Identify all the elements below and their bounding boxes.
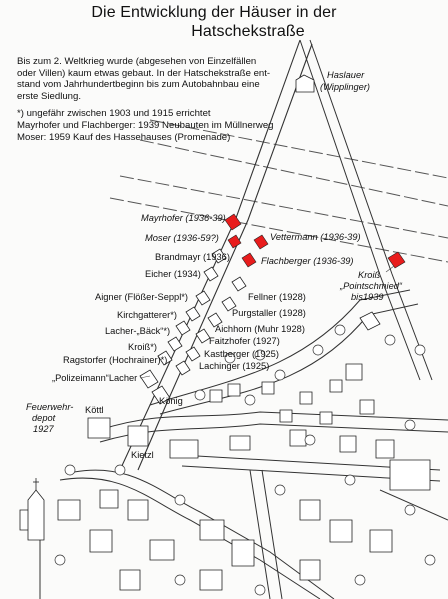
fellner-house-icon xyxy=(232,277,246,291)
label-kroiss: Kroiß*) xyxy=(128,342,157,352)
note-line: Moser: 1959 Kauf des Hassehauses (Promenade) xyxy=(17,131,231,143)
label-feuerwehr-depot: depot xyxy=(32,413,56,423)
tree-icon xyxy=(245,395,255,405)
intro-line: erste Siedlung. xyxy=(17,90,81,102)
intro-line: stand vom Jahrhundertbeginn bis zum Autobahnbau eine xyxy=(17,79,260,91)
label-polizeimann: „Polizeimann“Lacher xyxy=(52,373,138,383)
intro-paragraph xyxy=(17,56,317,102)
polizeimann-house-icon xyxy=(140,370,158,388)
tree-icon xyxy=(345,475,355,485)
label-haslauer: Haslauer xyxy=(327,70,365,80)
tree-icon xyxy=(175,495,185,505)
label-mayrhofer: Mayrhofer (1936-39) xyxy=(141,213,226,223)
intro-notes xyxy=(17,108,317,143)
church-icon xyxy=(28,478,44,540)
label-wipplinger: (Wipplinger) xyxy=(320,82,371,92)
moser-house-icon xyxy=(228,235,241,248)
tree-icon xyxy=(55,555,65,565)
aigner-house-icon xyxy=(196,291,210,305)
vettermann-house-icon xyxy=(254,235,268,249)
label-lacher-baeck: Lacher-„Bäck“*) xyxy=(105,326,171,336)
page-subtitle: Hatschekstraße xyxy=(191,23,305,40)
label-eicher: Eicher (1934) xyxy=(145,269,201,279)
label-koenig: König xyxy=(159,396,183,406)
kroiss-house-icon xyxy=(388,252,405,268)
label-faitzhofer: Faitzhofer (1927) xyxy=(209,336,280,346)
label-vettermann: Vettermann (1936-39) xyxy=(270,232,361,242)
tree-icon xyxy=(275,485,285,495)
tree-icon xyxy=(255,585,265,595)
tree-icon xyxy=(305,435,315,445)
tree-icon xyxy=(335,325,345,335)
tree-icon xyxy=(405,505,415,515)
label-kirchgatterer: Kirchgatterer*) xyxy=(117,310,177,320)
label-bis1939: bis1939 xyxy=(351,292,384,302)
eicher-house-icon xyxy=(204,267,218,281)
page-title: Die Entwicklung der Häuser in der xyxy=(91,4,337,21)
label-moser: Moser (1936-59?) xyxy=(145,233,219,243)
tree-icon xyxy=(115,465,125,475)
label-lachinger: Lachinger (1925) xyxy=(199,361,270,371)
tree-icon xyxy=(355,575,365,585)
intro-text xyxy=(17,56,317,149)
label-kietzl: Kietzl xyxy=(131,450,154,460)
intro-line: oder Villen) kaum etwas gebaut. In der Hatschekstraße ent- xyxy=(17,67,271,79)
intro-line: Bis zum 2. Weltkrieg wurde (abgesehen von Einzelfällen xyxy=(17,56,257,67)
kirchgatterer-house-icon xyxy=(186,307,200,321)
faitzhofer-house-icon xyxy=(196,329,210,343)
label-koettl: Köttl xyxy=(85,405,104,415)
kastberger-house-icon xyxy=(186,347,200,361)
label-fellner: Fellner (1928) xyxy=(248,292,306,302)
label-kastberger: Kastberger (1925) xyxy=(204,349,279,359)
tree-icon xyxy=(175,575,185,585)
tree-icon xyxy=(405,420,415,430)
flachberger-house-icon xyxy=(242,253,256,267)
label-brandmayr: Brandmayr (1936) xyxy=(155,252,230,262)
label-ragstorfer: Ragstorfer (Hochrainer)*) xyxy=(63,355,168,365)
tree-icon xyxy=(65,465,75,475)
label-aigner: Aigner (Flößer-Seppl*) xyxy=(95,292,189,302)
lachinger-house-icon xyxy=(176,361,190,375)
label-flachberger: Flachberger (1936-39) xyxy=(261,256,354,266)
label-feuerwehr-year: 1927 xyxy=(33,424,54,434)
note-line: Mayrhofer und Flachberger: 1939 Neubauten im Müllnerweg xyxy=(17,119,274,131)
tree-icon xyxy=(195,390,205,400)
tree-icon xyxy=(275,370,285,380)
label-kroiss-pointschmied: Kroiß xyxy=(358,270,381,280)
label-purgstaller: Purgstaller (1928) xyxy=(232,308,306,318)
tree-icon xyxy=(415,345,425,355)
tree-icon xyxy=(313,345,323,355)
label-aichhorn: Aichhorn (Muhr 1928) xyxy=(215,324,305,334)
note-line: *) ungefähr zwischen 1903 und 1915 errichtet xyxy=(17,108,211,120)
label-pointschmied: „Pointschmied“ xyxy=(340,281,403,291)
tree-icon xyxy=(425,555,435,565)
tree-icon xyxy=(385,335,395,345)
label-feuerwehr: Feuerwehr- xyxy=(26,402,74,412)
mayrhofer-house-icon xyxy=(225,214,241,230)
